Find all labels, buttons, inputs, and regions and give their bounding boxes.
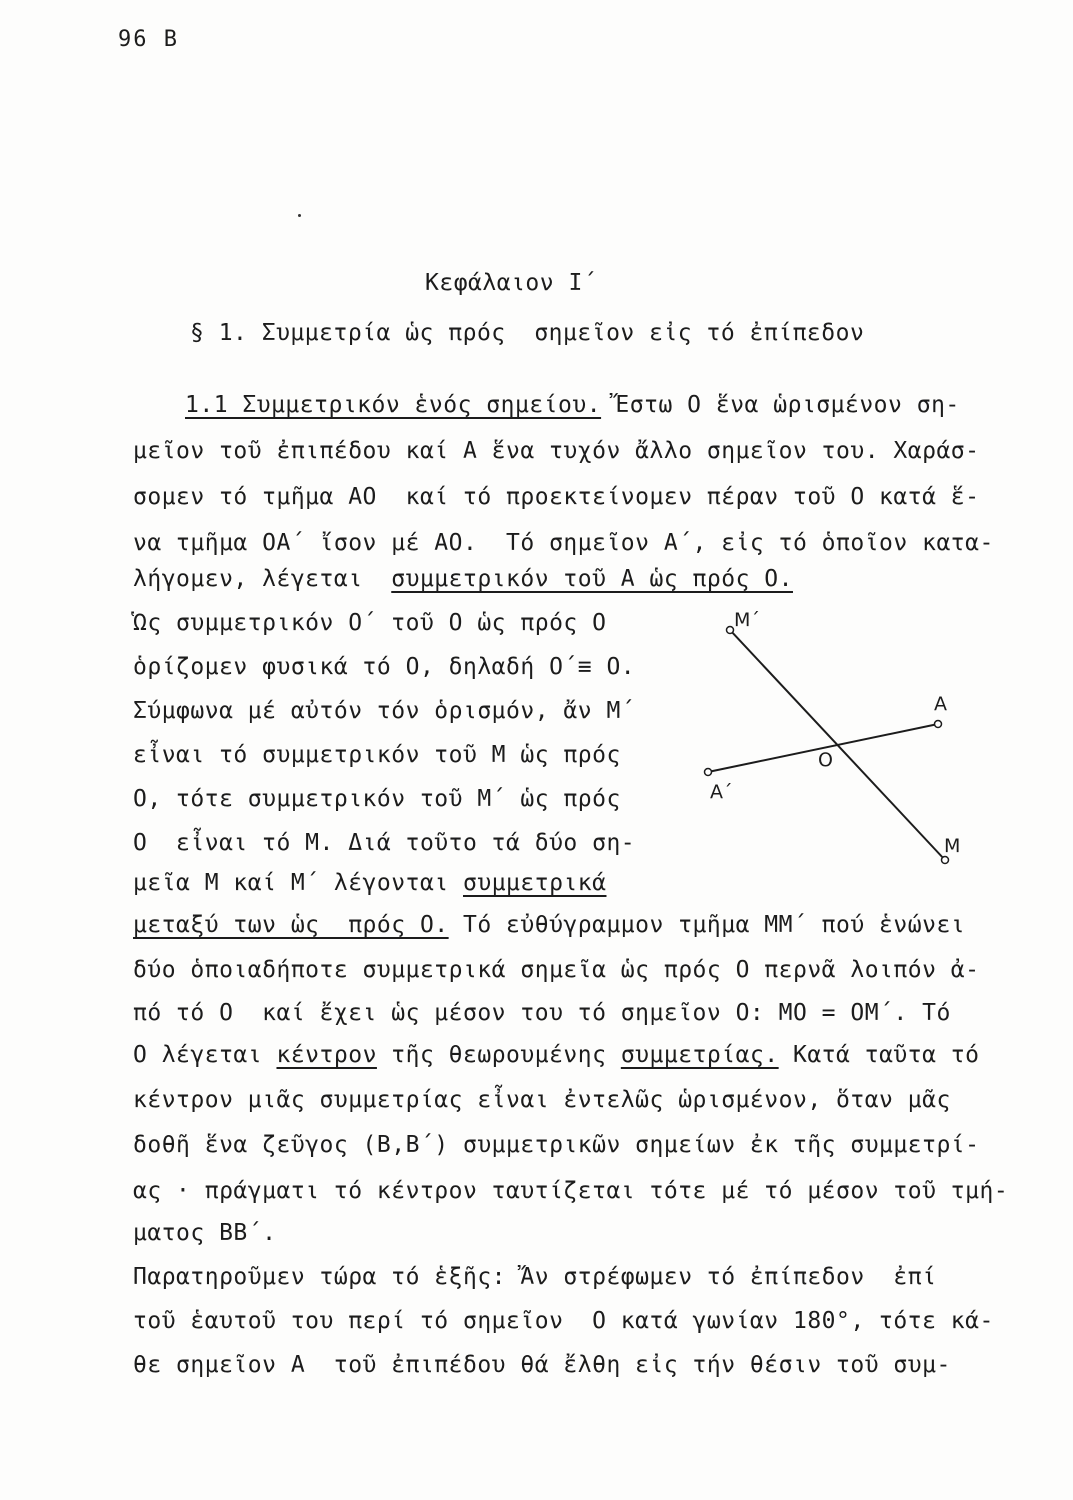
label-m: Μ	[944, 835, 961, 857]
symmetry-diagram	[690, 598, 990, 878]
point-a-prime	[705, 769, 712, 776]
definition-underlined: συμμετρικόν τοῦ Α ὡς πρός Ο.	[391, 566, 793, 592]
paragraph-line: ας · πράγματι τό κέντρον ταυτίζεται τότε μέ τό μέσον τοῦ τμή-	[133, 1178, 1009, 1204]
paragraph-line: δοθῆ ἕνα ζεῦγος (Β,Β΄) συμμετρικῶν σημείων ἐκ τῆς συμμετρί-	[133, 1132, 980, 1158]
paragraph-line: Ο λέγεται κέντρον τῆς θεωρουμένης συμμετρίας. Κατά ταῦτα τό	[133, 1042, 980, 1068]
label-a: Α	[934, 693, 947, 715]
section-title: § 1. Συμμετρία ὡς πρός σημεῖον εἰς τό ἐπίπεδον	[190, 320, 865, 346]
term-underlined: μεταξύ των ὡς πρός Ο.	[133, 912, 449, 938]
label-m-prime: Μ΄	[734, 609, 760, 631]
label-o: Ο	[818, 749, 833, 771]
paragraph-line: Ο εἶναι τό Μ. Διά τοῦτο τά δύο ση-	[133, 830, 636, 856]
paragraph-line: πό τό Ο καί ἔχει ὡς μέσον του τό σημεῖον Ο: ΜΟ = ΟΜ΄. Τό	[133, 1000, 951, 1026]
stray-mark	[298, 214, 301, 217]
paragraph-line: Σύμφωνα μέ αὐτόν τόν ὁρισμόν, ἄν Μ΄	[133, 698, 636, 724]
term-underlined: κέντρον	[276, 1042, 377, 1068]
paragraph-line: ματος ΒΒ΄.	[133, 1220, 277, 1246]
term-underlined: συμμετρίας.	[620, 1042, 779, 1068]
subsection-heading: 1.1 Συμμετρικόν ἑνός σημείου.	[185, 392, 602, 418]
paragraph-line: θε σημεῖον Α τοῦ ἐπιπέδου θά ἔλθη εἰς τήν θέσιν τοῦ συμ-	[133, 1352, 951, 1378]
paragraph-line: μεῖα Μ καί Μ΄ λέγονται συμμετρικά	[133, 870, 607, 896]
point-m-prime	[727, 627, 734, 634]
paragraph-line: μεῖον τοῦ ἐπιπέδου καί Α ἕνα τυχόν ἄλλο σημεῖον του. Χαράσ-	[133, 438, 980, 464]
paragraph-line: να τμῆμα ΟΑ΄ ἴσον μέ ΑΟ. Τό σημεῖον Α΄, εἰς τό ὁποῖον κατα-	[133, 530, 994, 556]
paragraph-line: λήγομεν, λέγεται συμμετρικόν τοῦ Α ὡς πρός Ο.	[133, 566, 793, 592]
term-underlined: συμμετρικά	[463, 870, 607, 896]
point-a	[935, 721, 942, 728]
point-m	[942, 857, 949, 864]
paragraph-line: σομεν τό τμῆμα ΑΟ καί τό προεκτείνομεν πέραν τοῦ Ο κατά ἕ-	[133, 484, 980, 510]
paragraph-line: τοῦ ἑαυτοῦ του περί τό σημεῖον Ο κατά γωνίαν 180°, τότε κά-	[133, 1308, 994, 1334]
paragraph-line: δύο ὁποιαδήποτε συμμετρικά σημεῖα ὡς πρός Ο περνᾶ λοιπόν ἀ-	[133, 957, 980, 983]
page-number: 96 B	[118, 27, 179, 52]
paragraph-line: εἶναι τό συμμετρικόν τοῦ Μ ὡς πρός	[133, 742, 621, 768]
paragraph-line: 1.1 Συμμετρικόν ἑνός σημείου. Ἔστω Ο ἕνα ὡρισμένον ση-	[185, 392, 960, 418]
paragraph-line: Παρατηροῦμεν τώρα τό ἑξῆς: Ἄν στρέφωμεν τό ἐπίπεδον ἐπί	[133, 1264, 937, 1290]
paragraph-line: ὁρίζομεν φυσικά τό Ο, δηλαδή Ο΄≡ Ο.	[133, 654, 636, 680]
paragraph-line: Ο, τότε συμμετρικόν τοῦ Μ΄ ὡς πρός	[133, 786, 621, 812]
paragraph-line: μεταξύ των ὡς πρός Ο. Τό εὐθύγραμμον τμῆμα ΜΜ΄ πού ἑνώνει	[133, 912, 966, 938]
chapter-title: Κεφάλαιον Ι΄	[425, 270, 598, 296]
paragraph-line: Ὡς συμμετρικόν Ο΄ τοῦ Ο ὡς πρός Ο	[133, 610, 607, 636]
paragraph-line: κέντρον μιᾶς συμμετρίας εἶναι ἐντελῶς ὡρισμένον, ὅταν μᾶς	[133, 1087, 951, 1113]
label-a-prime: Α΄	[710, 781, 733, 803]
